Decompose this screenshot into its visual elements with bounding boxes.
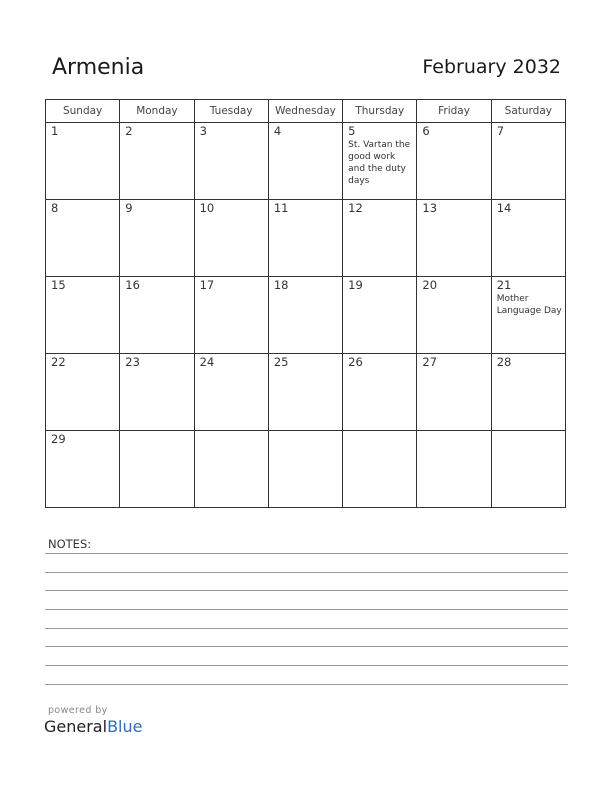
- day-number: 3: [199, 124, 207, 138]
- day-number: 21: [496, 278, 512, 292]
- day-cell: [491, 354, 565, 431]
- note-line: [45, 684, 568, 685]
- day-cell: [46, 431, 120, 508]
- day-cell: [268, 354, 342, 431]
- day-number: 4: [273, 124, 282, 138]
- day-cell: [343, 354, 417, 431]
- day-cell: [194, 123, 268, 200]
- day-cell: [343, 277, 417, 354]
- day-cell: [343, 200, 417, 277]
- day-cell: [268, 277, 342, 354]
- week-row: [46, 200, 566, 277]
- weekday-header: Tuesday: [194, 100, 268, 123]
- day-number: 26: [348, 355, 363, 369]
- day-cell: [268, 431, 342, 508]
- day-number: 12: [348, 201, 363, 215]
- day-cell: [120, 431, 194, 508]
- day-cell: [417, 200, 491, 277]
- day-cell: [120, 354, 194, 431]
- day-number: 6: [422, 124, 430, 138]
- day-cell: [268, 200, 342, 277]
- calendar-grid: [45, 99, 566, 508]
- day-cell: [417, 277, 491, 354]
- day-number: 22: [51, 355, 66, 369]
- weekday-header-row: [46, 100, 566, 123]
- day-number: 20: [422, 278, 438, 292]
- note-line: [45, 553, 568, 554]
- note-line: [45, 646, 568, 647]
- brand-name-part2: Blue: [107, 717, 143, 736]
- day-number: 1: [51, 124, 59, 138]
- day-number: 16: [125, 278, 140, 292]
- week-row: [46, 277, 566, 354]
- day-number: 25: [273, 355, 289, 369]
- day-number: 28: [496, 355, 512, 369]
- day-cell: [343, 123, 417, 200]
- day-cell: [491, 123, 565, 200]
- day-cell: [417, 354, 491, 431]
- powered-by-text: powered by: [48, 705, 108, 716]
- weekday-header: Friday: [417, 100, 491, 123]
- day-cell: [343, 431, 417, 508]
- day-number: 24: [199, 355, 215, 369]
- day-number: 14: [496, 201, 512, 215]
- day-cell: [194, 200, 268, 277]
- day-cell: [417, 431, 491, 508]
- day-cell: [194, 277, 268, 354]
- holiday-label: Mother Language Day: [496, 294, 562, 316]
- day-number: 23: [125, 355, 140, 369]
- day-number: 10: [199, 201, 215, 215]
- day-number: 8: [51, 201, 59, 215]
- day-cell: [491, 431, 565, 508]
- day-cell: [194, 431, 268, 508]
- day-cell: [491, 277, 565, 354]
- day-cell: [268, 123, 342, 200]
- day-number: 7: [496, 124, 505, 138]
- day-cell: [417, 123, 491, 200]
- day-cell: [46, 200, 120, 277]
- note-line: [45, 572, 568, 573]
- day-number: [417, 431, 490, 433]
- weekday-header: Saturday: [491, 100, 565, 123]
- week-row: [46, 431, 566, 508]
- notes-label: NOTES:: [48, 537, 92, 551]
- day-number: 13: [422, 201, 438, 215]
- day-cell: [46, 123, 120, 200]
- day-number: 29: [51, 432, 66, 446]
- note-line: [45, 665, 568, 666]
- day-cell: [120, 200, 194, 277]
- brand-name-part1: General: [44, 717, 108, 736]
- day-cell: [120, 123, 194, 200]
- day-number: 18: [273, 278, 289, 292]
- day-cell: [194, 354, 268, 431]
- day-number: 11: [273, 201, 289, 215]
- country-title: Armenia: [52, 55, 145, 80]
- week-row: [46, 354, 566, 431]
- day-number: 2: [125, 124, 133, 138]
- day-number: [492, 431, 565, 433]
- holiday-label: St. Vartan the good work and the duty days: [348, 140, 411, 186]
- day-number: 5: [348, 124, 356, 138]
- day-cell: [46, 277, 120, 354]
- day-cell: [120, 277, 194, 354]
- day-number: 27: [422, 355, 438, 369]
- weekday-header: Wednesday: [268, 100, 342, 123]
- week-row: [46, 123, 566, 200]
- day-number: [120, 431, 193, 433]
- weekday-header: Monday: [120, 100, 194, 123]
- note-line: [45, 590, 568, 591]
- day-number: [269, 431, 342, 433]
- brand-logo: [44, 717, 142, 736]
- weekday-header: Thursday: [343, 100, 417, 123]
- day-number: 17: [199, 278, 215, 292]
- note-line: [45, 609, 568, 610]
- day-number: [195, 431, 268, 433]
- day-number: [343, 431, 416, 433]
- day-cell: [491, 200, 565, 277]
- day-cell: [46, 354, 120, 431]
- weekday-header: Sunday: [46, 100, 120, 123]
- day-number: 15: [51, 278, 66, 292]
- note-line: [45, 628, 568, 629]
- day-number: 9: [125, 201, 133, 215]
- month-year-title: February 2032: [422, 56, 561, 78]
- day-number: 19: [348, 278, 363, 292]
